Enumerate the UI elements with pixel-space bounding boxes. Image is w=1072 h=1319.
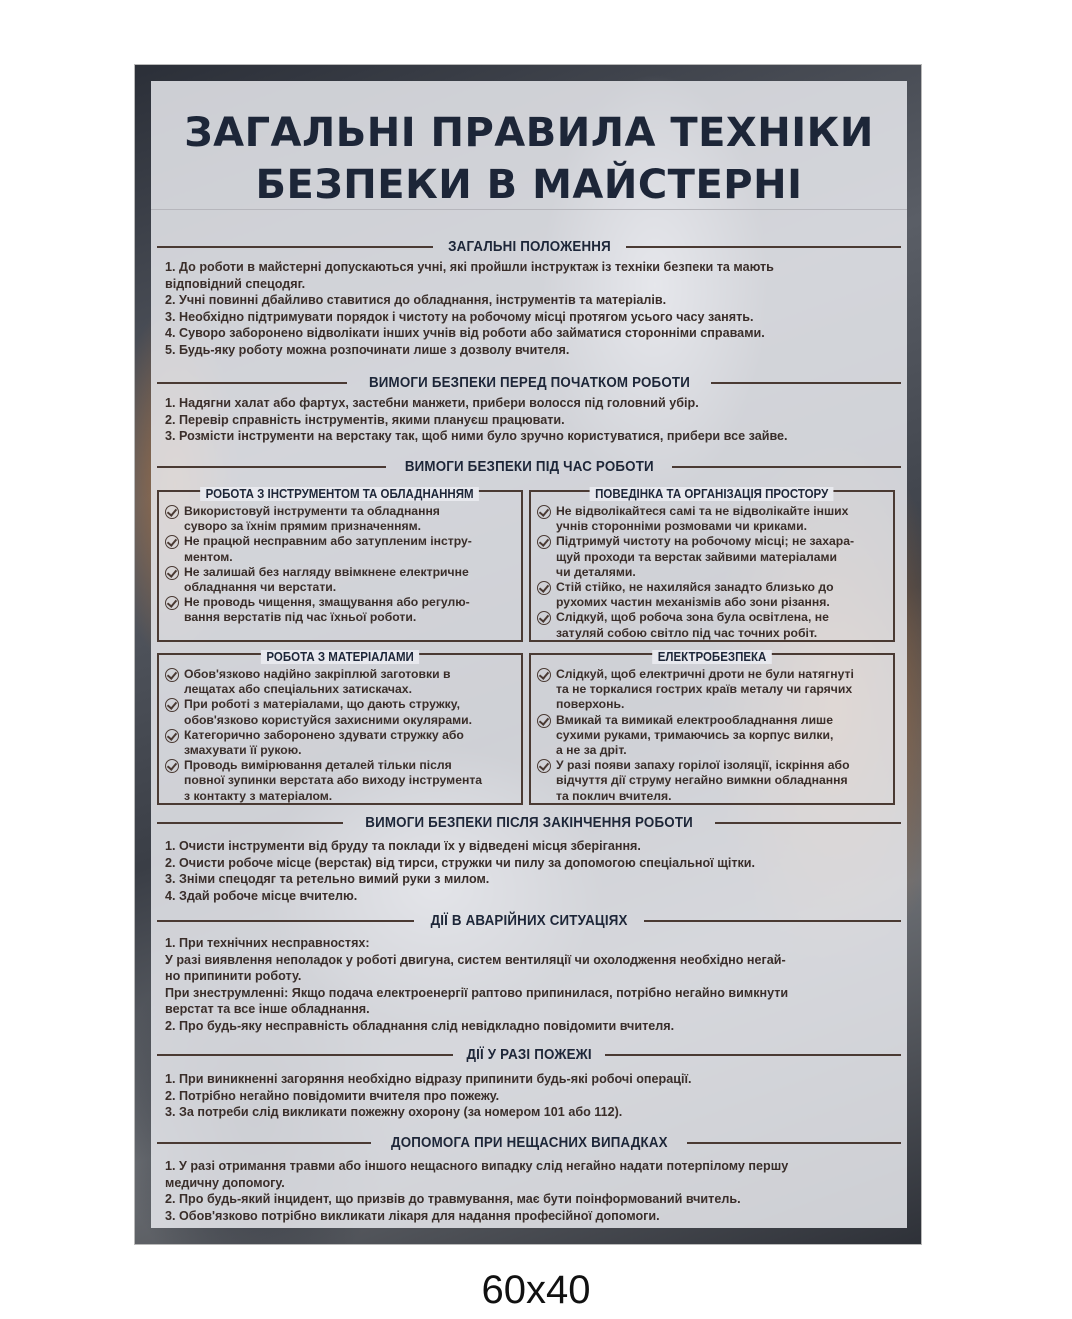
section-body-first-aid: [165, 1158, 901, 1224]
check-circle-icon: [537, 668, 551, 682]
section-heading-text: ЗАГАЛЬНІ ПОЛОЖЕННЯ: [447, 239, 611, 255]
section-text: 1. У разі отримання травми або іншого нещасного випадку слід негайно надати потерпілому першу медичну допомогу. 2. Про будь-який інцидент, що призвів до травмування, має бути поінформований вчитель. 3. Обов'язково потрібно викликати лікаря для надання професійної допомоги.: [165, 1159, 789, 1223]
check-circle-icon: [537, 611, 551, 625]
list-item: Підтримуй чистоту на робочому місці; не захара- щуй проходи та верстак зайвими матеріалами чи деталями.: [537, 534, 889, 580]
check-circle-icon: [537, 505, 551, 519]
list-item: Не проводь чищення, змащування або регулю- вання верстатів під час їхньої роботи.: [165, 595, 517, 625]
poster-panel: [151, 81, 907, 1228]
heading-line-right: [605, 1054, 901, 1056]
section-text: 1. До роботи в майстерні допускаються учні, які пройшли інструктаж із техніки безпеки та мають відповідний спецодяг. 2. Учні повинні дбайливо ставитися до обладнання, інструментів та матеріалів. 3. Необхідно підтримувати порядок і чистоту на робочому місці протягом усього часу занять. 4. Суворо заборонено відволікати інших учнів від роботи або займатися сторонніми справами. 5. Будь-яку роботу можна розпочинати лише з дозволу вчителя.: [165, 260, 774, 357]
section-heading-before: [157, 373, 901, 393]
box-list: [537, 667, 889, 804]
box-list: [165, 504, 517, 626]
section-heading-text: ДІЇ В АВАРІЙНИХ СИТУАЦІЯХ: [430, 913, 628, 929]
section-heading-first-aid: [157, 1133, 901, 1153]
list-item: Не залишай без нагляду ввімкнене електричне обладнання чи верстати.: [165, 565, 517, 595]
heading-line-right: [626, 246, 902, 248]
list-item: Стій стійко, не нахиляйся занадто близько до рухомих частин механізмів або зони різання.: [537, 580, 889, 610]
list-item: Обов'язково надійно закріплюй заготовки в лещатах або спеціальних затискачах.: [165, 667, 517, 697]
list-item: Категорично заборонено здувати стружку або змахувати її рукою.: [165, 728, 517, 758]
section-heading-text: ВИМОГИ БЕЗПЕКИ ПЕРЕД ПОЧАТКОМ РОБОТИ: [368, 375, 690, 391]
section-text: 1. Надягни халат або фартух, застебни манжети, прибери волосся під головний убір. 2. Перевір справність інструментів, якими плануєш працювати. 3. Розмісти інструменти на верстаку так, щоб ними було зручно користуватися, прибери все зайве.: [165, 396, 788, 444]
section-body-emergency: [165, 935, 901, 1035]
heading-line-right: [672, 466, 901, 468]
check-circle-icon: [165, 505, 179, 519]
heading-line-left: [157, 1142, 371, 1144]
size-label: 60x40: [481, 1268, 591, 1312]
poster-title: ЗАГАЛЬНІ ПРАВИЛА ТЕХНІКИ БЕЗПЕКИ В МАЙСТЕРНІ: [184, 110, 874, 208]
list-item: Не працюй несправним або затупленим інстру- ментом.: [165, 534, 517, 564]
check-circle-icon: [537, 714, 551, 728]
heading-line-left: [157, 246, 433, 248]
section-heading-text: ДІЇ У РАЗІ ПОЖЕЖІ: [466, 1047, 592, 1063]
check-circle-icon: [165, 566, 179, 580]
check-circle-icon: [537, 535, 551, 549]
section-heading-text: ДОПОМОГА ПРИ НЕЩАСНИХ ВИПАДКАХ: [390, 1135, 668, 1151]
section-body-after: [165, 838, 901, 904]
list-item: Проводь вимірювання деталей тільки після повної зупинки верстата або виходу інструмента з контакту з матеріалом.: [165, 758, 517, 804]
section-body-general: [165, 259, 901, 359]
list-item: Слідкуй, щоб робоча зона була освітлена, не затуляй собою світло під час точних робіт.: [537, 610, 889, 640]
list-item: Не відволікайтеся самі та не відволікайте інших учнів сторонніми розмовами чи криками.: [537, 504, 889, 534]
check-circle-icon: [165, 668, 179, 682]
box-title: РОБОТА З ІНСТРУМЕНТОМ ТА ОБЛАДНАННЯМ: [201, 487, 480, 501]
check-circle-icon: [537, 581, 551, 595]
check-circle-icon: [165, 698, 179, 712]
heading-line-right: [711, 382, 901, 384]
check-circle-icon: [537, 759, 551, 773]
check-circle-icon: [165, 759, 179, 773]
section-body-before: [165, 395, 901, 445]
section-heading-fire: [157, 1045, 901, 1065]
heading-line-right: [687, 1142, 901, 1144]
box-tools-equipment: [157, 487, 523, 642]
check-circle-icon: [165, 729, 179, 743]
list-item: Вмикай та вимикай електрообладнання лише сухими руками, тримаючись за корпус вилки, а не за дріт.: [537, 713, 889, 759]
title-divider: [151, 209, 907, 210]
box-title: РОБОТА З МАТЕРІАЛАМИ: [261, 650, 419, 664]
heading-line-left: [157, 382, 347, 384]
list-item: Використовуй інструменти та обладнання суворо за їхнім прямим призначенням.: [165, 504, 517, 534]
section-heading-general: [157, 237, 901, 257]
heading-line-left: [157, 1054, 453, 1056]
section-text: 1. При виникненні загоряння необхідно відразу припинити будь-які робочі операції. 2. Потрібно негайно повідомити вчителя про пожежу. 3. За потреби слід викликати пожежну охорону (за номером 101 або 112).: [165, 1072, 692, 1120]
check-circle-icon: [165, 535, 179, 549]
heading-line-right: [644, 920, 901, 922]
section-heading-text: ВИМОГИ БЕЗПЕКИ ПІСЛЯ ЗАКІНЧЕННЯ РОБОТИ: [365, 815, 693, 831]
list-item: При роботі з матеріалами, що дають стружку, обов'язково користуйся захисними окулярами.: [165, 697, 517, 727]
box-list: [537, 504, 889, 641]
heading-line-left: [157, 920, 414, 922]
heading-line-left: [157, 466, 386, 468]
box-list: [165, 667, 517, 804]
section-text: 1. При технічних несправностях: У разі виявлення неполадок у роботі двигуна, систем вентиляції чи охолодження необхідно негай- но припинити роботу. При знеструмленні: Якщо подача електроенергії раптово припинилася, потрібно негайно вимкнути верстат та все інше обладнання. 2. Про будь-яку несправність обладнання слід невідкладно повідомити вчителя.: [165, 936, 789, 1033]
section-body-fire: [165, 1071, 901, 1121]
section-heading-during: [157, 457, 901, 477]
box-title: ПОВЕДІНКА ТА ОРГАНІЗАЦІЯ ПРОСТОРУ: [590, 487, 834, 501]
heading-line-left: [157, 822, 343, 824]
heading-line-right: [715, 822, 901, 824]
box-materials: [157, 650, 523, 805]
check-circle-icon: [165, 596, 179, 610]
section-heading-emergency: [157, 911, 901, 931]
section-text: 1. Очисти інструменти від бруду та поклади їх у відведені місця зберігання. 2. Очисти робоче місце (верстак) від тирси, стружки чи пилу за допомогою спеціальної щітки. 3. Зніми спецодяг та ретельно вимий руки з милом. 4. Здай робоче місце вчителю.: [165, 839, 756, 903]
section-heading-text: ВИМОГИ БЕЗПЕКИ ПІД ЧАС РОБОТИ: [404, 459, 654, 475]
list-item: Слідкуй, щоб електричні дроти не були натягнуті та не торкалися гострих країв металу чи гарячих поверхонь.: [537, 667, 889, 713]
section-heading-after: [157, 813, 901, 833]
list-item: У разі появи запаху горілої ізоляції, іскріння або відчуття дії струму негайно вимкни обладнання та поклич вчителя.: [537, 758, 889, 804]
box-behavior-space: [529, 487, 895, 642]
box-title: ЕЛЕКТРОБЕЗПЕКА: [652, 650, 772, 664]
box-electrical-safety: [529, 650, 895, 805]
poster-board: [134, 64, 922, 1245]
